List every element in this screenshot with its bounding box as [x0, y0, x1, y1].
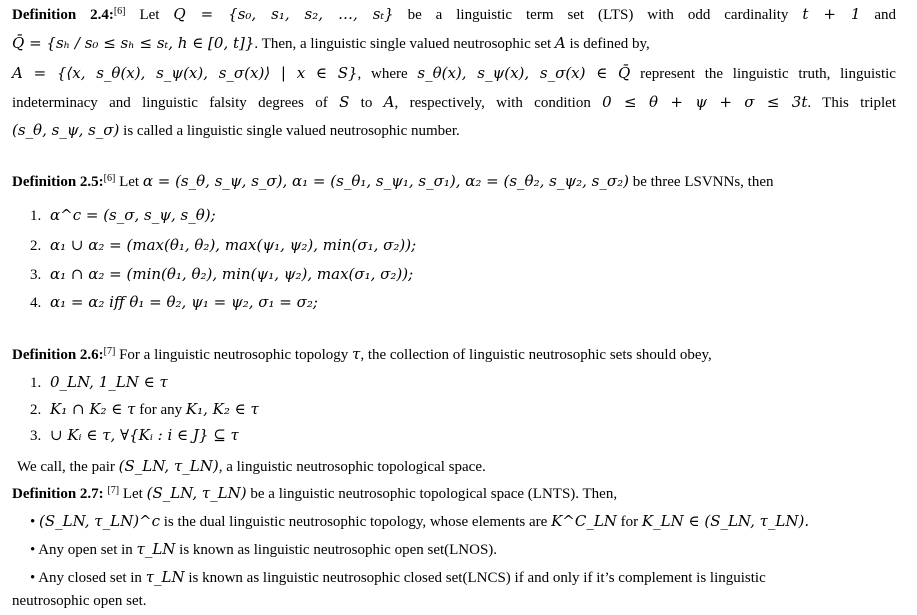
item-number: 1. — [30, 375, 42, 391]
math-a2: A — [383, 93, 395, 111]
text-collection: , the collection of linguistic neutrosophic sets should obey, — [360, 347, 712, 363]
math-cardinality: t + 1 — [802, 5, 861, 23]
text-dual: is the dual linguistic neutrosophic topology, whose elements are — [163, 514, 548, 530]
definition-2-6-intro — [12, 340, 896, 369]
text-called: is called a linguistic single valued neutrosophic number. — [123, 123, 460, 139]
math-complement: α^c = (s_σ, s_ψ, s_θ); — [50, 206, 216, 224]
math-kln: K_LN ∈ (S_LN, τ_LN). — [641, 512, 810, 530]
definition-2-5-intro — [12, 167, 896, 196]
math-lts: Q = {s₀, s₁, s₂, …, sₜ} — [173, 5, 394, 23]
math-axiom-3: ∪ Kᵢ ∈ τ, ∀{Kᵢ : i ∈ J} ⊆ τ — [50, 426, 239, 444]
definition-2-7-ref: [7] — [107, 485, 120, 496]
math-lnts: (S_LN, τ_LN) — [146, 484, 247, 502]
item-number: 2. — [30, 402, 42, 418]
math-axiom-2: K₁ ∩ K₂ ∈ τ — [50, 400, 136, 418]
math-qbar: Q̄ = {sₕ / s₀ ≤ sₕ ≤ sₜ, h ∈ [0, t]} — [12, 34, 255, 52]
definition-2-7-intro — [12, 479, 896, 508]
math-tau: τ — [352, 345, 361, 363]
math-lsvnns: α = (s_θ, s_ψ, s_σ), α₁ = (s_θ₁, s_ψ₁, s_σ₁), α₂ = (s_θ₂, s_ψ₂, s_σ₂) — [142, 172, 629, 190]
text-represent: represent the linguistic truth, linguistic — [640, 66, 896, 82]
definition-2-4-line-5 — [12, 116, 896, 145]
definition-2-6-item-1 — [30, 370, 168, 395]
text-triplet: . This triplet — [807, 95, 896, 111]
definition-2-4-line-1 — [12, 0, 896, 29]
math-a: A — [554, 34, 566, 52]
text-three-lsvnns: be three LSVNNs, then — [632, 174, 774, 190]
definition-2-7-bullet-1 — [30, 508, 809, 535]
text-let: Let — [119, 174, 140, 190]
text-we-call: We call, the pair — [17, 459, 115, 475]
bullet-icon: • — [30, 514, 36, 530]
math-triplet: (s_θ, s_ψ, s_σ) — [12, 121, 120, 139]
text-topology: For a linguistic neutrosophic topology — [119, 347, 349, 363]
text-defined: is defined by, — [569, 36, 650, 52]
text-let: Let — [139, 7, 160, 23]
item-number: 1. — [30, 208, 42, 224]
definition-2-5-item-4 — [30, 290, 318, 315]
definition-2-5-item-3 — [30, 262, 413, 287]
definition-2-6-label: Definition 2.6: — [12, 347, 104, 363]
math-s: S — [339, 93, 350, 111]
text-open-set: Any open set in — [38, 542, 133, 558]
bullet-icon: • — [30, 570, 36, 586]
item-number: 3. — [30, 267, 42, 283]
definition-2-6-closing — [17, 452, 901, 481]
definition-2-7-label: Definition 2.7: — [12, 486, 104, 502]
definition-2-5-label: Definition 2.5: — [12, 174, 104, 190]
text-lncs: is known as linguistic neutrosophic closed set(LNCS) if and only if it’s complement is linguistic — [188, 570, 766, 586]
text-lnts: , a linguistic neutrosophic topological space. — [218, 459, 486, 475]
item-number: 2. — [30, 238, 42, 254]
definition-2-7-bullet-2 — [30, 536, 497, 563]
math-tau-ln: τ_LN — [136, 540, 176, 558]
definition-2-4-line-3 — [12, 59, 896, 88]
text-to: to — [360, 95, 373, 111]
item-number: 4. — [30, 295, 42, 311]
text-closed-set: Any closed set in — [38, 570, 142, 586]
definition-2-6-ref: [7] — [103, 346, 116, 357]
definition-2-6-item-3 — [30, 423, 239, 448]
math-axiom-2-cond: K₁, K₂ ∈ τ — [185, 400, 259, 418]
item-number: 3. — [30, 428, 42, 444]
text-be-lnts: be a linguistic neutrosophic topological space (LNTS). Then, — [250, 486, 618, 502]
bullet-icon: • — [30, 542, 36, 558]
text-respectively: , respectively, with condition — [394, 95, 591, 111]
text-indeterminacy: indeterminacy and linguistic falsity degrees of — [12, 95, 328, 111]
text-and: and — [874, 7, 897, 23]
math-axiom-1: 0_LN, 1_LN ∈ τ — [50, 373, 168, 391]
text-then: . Then, a linguistic single valued neutrosophic set — [254, 36, 552, 52]
definition-2-5-item-2 — [30, 233, 416, 258]
definition-2-6-item-2 — [30, 397, 259, 422]
text-let: Let — [122, 486, 143, 502]
definition-2-5-ref: [6] — [103, 173, 116, 184]
text-lts-desc: be a linguistic term set (LTS) with odd cardinality — [407, 7, 789, 23]
math-union: α₁ ∪ α₂ = (max(θ₁, θ₂), max(ψ₁, ψ₂), min(σ₁, σ₂)); — [50, 236, 417, 254]
math-equality: α₁ = α₂ iff θ₁ = θ₂, ψ₁ = ψ₂, σ₁ = σ₂; — [50, 293, 318, 311]
definition-2-4-label: Definition 2.4: — [12, 7, 114, 23]
text-where: , where — [357, 66, 408, 82]
math-set-a: A = {⟨x, s_θ(x), s_ψ(x), s_σ(x)⟩ | x ∈ S} — [12, 64, 358, 82]
text-for-any: for any — [139, 402, 183, 418]
definition-2-4-line-4 — [12, 88, 896, 117]
definition-2-4-ref: [6] — [113, 6, 126, 17]
math-pair: (S_LN, τ_LN) — [118, 457, 219, 475]
definition-2-5-item-1 — [30, 203, 216, 228]
text-lnos: is known as linguistic neutrosophic open set(LNOS). — [179, 542, 498, 558]
math-dual: (S_LN, τ_LN)^c — [39, 512, 161, 530]
text-open-set-end: neutrosophic open set. — [12, 593, 147, 609]
math-tau-ln-2: τ_LN — [145, 568, 185, 586]
math-condition: 0 ≤ θ + ψ + σ ≤ 3t — [602, 93, 808, 111]
text-for: for — [620, 514, 639, 530]
definition-2-4-line-2 — [12, 29, 896, 58]
math-kc: K^C_LN — [551, 512, 617, 530]
math-intersection: α₁ ∩ α₂ = (min(θ₁, θ₂), min(ψ₁, ψ₂), max(σ₁, σ₂)); — [50, 265, 414, 283]
math-degrees: s_θ(x), s_ψ(x), s_σ(x) ∈ Q̄ — [417, 64, 631, 82]
